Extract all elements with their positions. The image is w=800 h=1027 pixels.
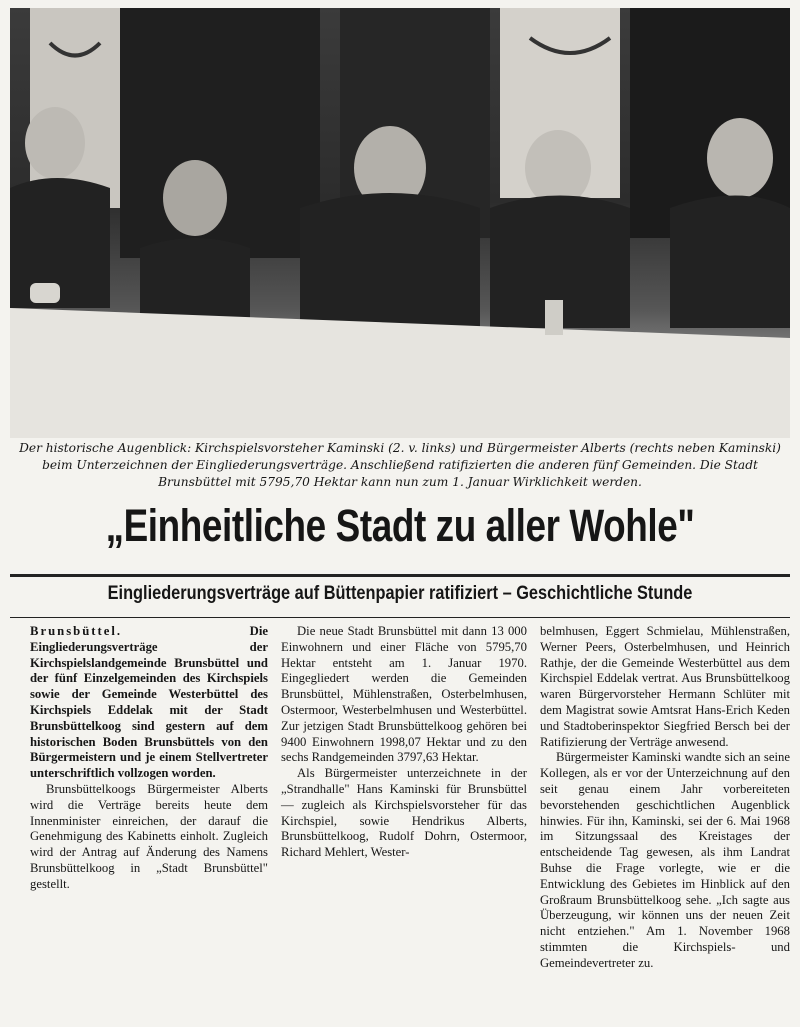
article-column-1 — [30, 624, 268, 893]
paragraph: Als Bürgermeister unterzeichnete in der „Strandhalle" Hans Kaminski für Brunsbüttel — zugleich als Kirchspielsvorsteher für das Kirchspiel, sowie Hendrikus Alberts, Brunsbüttelkoog, Rudolf Dohrn, Ostermoor, Richard Mehlert, Wester- — [281, 766, 527, 860]
lead-text: Die Eingliederungsverträge der Kirchspielslandgemeinde Brunsbüttel und der fünf Einzelgemeinden des Kirchspiels sowie der Gemeinde Westerbüttel des Kirchspiels Eddelak mit der Stadt Brunsbüttelkoog sind gestern auf dem historischen Boden Brunsbüttels von den Bürgermeistern und je einem Stellvertreter unterschriftlich vollzogen worden. — [30, 624, 268, 781]
lead-paragraph — [30, 624, 268, 782]
subheadline: Eingliederungsverträge auf Büttenpapier ratifiziert – Geschichtliche Stunde — [107, 583, 693, 604]
headline: „Einheitliche Stadt zu aller Wohle" — [105, 500, 695, 551]
paragraph: Die neue Stadt Brunsbüttel mit dann 13 000 Einwohnern und einer Fläche von 5795,70 Hektar entsteht am 1. Januar 1970. Eingegliedert werden die Gemeinden Brunsbüttel, Mühlenstraßen, Osterbelmhusen, Ostermoor, Westerbelmhusen und Westerbüttel. Zur jetzigen Stadt Brunsbüttelkoog gehören bei 9400 Einwohnern 1998,07 Hektar und zu den sechs Randgemeinden 3797,63 Hektar. — [281, 624, 527, 765]
article-column-3 — [540, 624, 790, 972]
photo-illustration — [10, 8, 790, 438]
paragraph: Bürgermeister Kaminski wandte sich an seine Kollegen, als er vor der Unterzeichnung auf den seit genau einem Jahr vorbereiteten bevorstehenden geschichtlichen Augenblick hinwies. Für ihn, Kaminski, sei der 6. Mai 1968 im Sitzungssaal des Kreistages der entscheidende Tag gewesen, als ihm Landrat Buhse die Frage vorlegte, wie er die Entwicklung des Gebietes im Hinblick auf den Großraum Brunsbüttelkoog sehe. „Ich sagte aus Überzeugung, wir können uns der neuen Zeit nicht entziehen." Am 1. November 1968 stimmten die Kirchspiels- und Gemeindevertreter zu. — [540, 750, 790, 970]
top-rule — [10, 574, 790, 577]
news-photo — [10, 8, 790, 438]
dateline: Brunsbüttel. — [30, 624, 123, 638]
paragraph-continued: belmhusen, Eggert Schmielau, Mühlenstraßen, Werner Peers, Osterbelmhusen, und Heinrich Rathje, der die Gemeinde Westerbüttel aus dem Kirchspiel Eddelak vertrat. Aus Brunsbüttelkoog waren Bürgervorsteher Hermann Schlüter mit dem Magistrat sowie Amtsrat Hans-Erich Keden und Stadtoberinspektor Siegfried Bersch bei der Ratifizierung der Verträge anwesend. — [540, 624, 790, 749]
photo-caption: Der historische Augenblick: Kirchspielsvorsteher Kaminski (2. v. links) und Bürgermeister Alberts (rechts neben Kaminski) beim Unterzeichnen der Eingliederungsverträge. Anschließend ratifizierten die anderen fünf Gemeinden. Die Stadt Brunsbüttel mit 5795,70 Hektar kann nun zum 1. Januar Wirklichkeit werden. — [19, 441, 781, 489]
article-column-2 — [281, 624, 527, 861]
paragraph: Brunsbüttelkoogs Bürgermeister Alberts wird die Verträge bereits heute dem Innenminister einreichen, der darauf die Genehmigung des Kabinetts einholt. Zugleich wird der Antrag auf Änderung des Namens Brunsbüttelkoog in „Stadt Brunsbüttel" gestellt. — [30, 781, 268, 891]
bottom-rule — [10, 617, 790, 618]
